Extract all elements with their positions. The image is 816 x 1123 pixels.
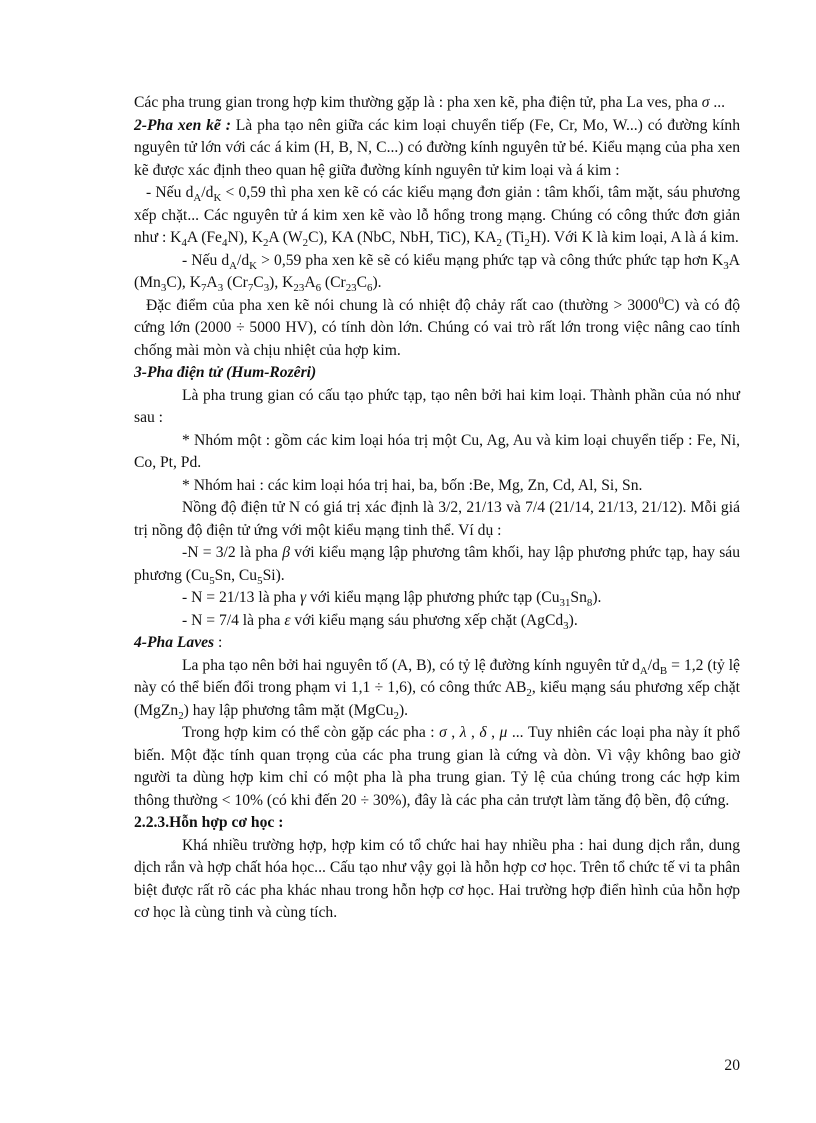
paragraph-4: Đặc điểm của pha xen kẽ nói chung là có nhiệt độ chảy rất cao (thường > $3000^0C$) và có độ cứng lớn (2000 ÷ 5000 HV), có tính dòn lớn. Chúng có vai trò rất lớn trong việc nâng cao tính chống mài mòn và chịu nhiệt của hợp kim.: [134, 294, 740, 359]
paragraph-1: 2-Pha xen kẽ : Là pha tạo nên giữa các kim loại chuyển tiếp (Fe, Cr, Mo, W...) có đường kính nguyên tử lớn với các á kim (H, B, N, C...) có đường kính nguyên tử bé. Kiểu mạng của pha xen kẽ được xác định theo quan hệ giữa đường kính nguyên tử kim loại và á kim :: [134, 116, 740, 179]
paragraph-12: - N = 7/4 là pha ε với kiểu mạng sáu phương xếp chặt (AgCd$_3$).: [182, 611, 578, 632]
paragraph-14: La pha tạo nên bởi hai nguyên tố (A, B), có tỷ lệ đường kính nguyên tử $d_A/d_B = 1,2$ (tỷ lệ này có thể biến đổi trong phạm vi 1,1 ÷ 1,6), có công thức $AB_2$, kiểu mạng sáu phương xếp chặt (MgZn$_2$) hay lập phương tâm mặt (MgCu$_2$).: [134, 656, 740, 722]
paragraph-8: * Nhóm hai : các kim loại hóa trị hai, ba, bốn :Be, Mg, Zn, Cd, Al, Si, Sn.: [182, 476, 643, 494]
paragraph-2: - Nếu $d_A/d_K < 0,59$ thì pha xen kẽ có các kiểu mạng đơn giản : tâm khối, tâm mặt, sáu phương xếp chặt... Các nguyên tử á kim xen kẽ vào lỗ hổng trong mạng. Chúng có công thức đơn giản như : $K_4A$ $(Fe_4N)$, $K_2A$ $(W_2C)$, KA (NbC, NbH, TiC), $KA_2$ $(Ti_2H)$. Với K là kim loại, A là á kim.: [134, 184, 740, 250]
paragraph-16: 2.2.3.Hỗn hợp cơ học :: [134, 814, 284, 831]
paragraph-11: - N = 21/13 là pha γ với kiểu mạng lập phương phức tạp $(Cu_{31}Sn_8)$.: [182, 589, 602, 610]
paragraph-6: Là pha trung gian có cấu tạo phức tạp, tạo nên bởi hai kim loại. Thành phần của nó như sau :: [134, 386, 740, 426]
paragraph-10: -N = 3/2 là pha β với kiểu mạng lập phương tâm khối, hay lập phương phức tạp, hay sáu phương ($Cu_5Sn$, $Cu_5Si$).: [134, 544, 741, 587]
paragraph-3: - Nếu $d_A/d_K > 0,59$ pha xen kẽ sẽ có kiểu mạng phức tạp và công thức phức tạp hơn $K_3A$ $(Mn_3C)$, $K_7A_3$ $(Cr_7C_3)$, $K_{23}A_6$ $(Cr_{23}C_6)$.: [134, 251, 740, 295]
paragraph-13: 4-Pha Laves :: [134, 634, 223, 651]
paragraph-9: Nồng độ điện tử N có giá trị xác định là 3/2, 21/13 và 7/4 (21/14, 21/13, 21/12). Mỗi giá trị nồng độ điện tử ứng với một kiểu mạng tinh thể. Ví dụ :: [134, 499, 740, 539]
paragraph-5: 3-Pha điện tử (Hum-Rozêri): [134, 364, 317, 381]
page-number: 20: [724, 1057, 740, 1074]
paragraph-17: Khá nhiều trường hợp, hợp kim có tổ chức hai hay nhiều pha : hai dung dịch rắn, dung dịch rắn và hợp chất hóa học... Cấu tạo như vậy gọi là hỗn hợp cơ học. Trên tổ chức tế vi ta phân biệt được rất rõ các pha khác nhau trong hỗn hợp cơ học. Hai trường hợp điển hình của hỗn hợp cơ học là cùng tinh và cùng tích.: [134, 836, 740, 921]
paragraph-7: * Nhóm một : gồm các kim loại hóa trị một Cu, Ag, Au và kim loại chuyển tiếp : Fe, Ni, Co, Pt, Pd.: [134, 431, 740, 471]
paragraph-15: Trong hợp kim có thể còn gặp các pha : σ , λ , δ , μ ... Tuy nhiên các loại pha này ít phổ biến. Một đặc tính quan trọng của các pha trung gian là cứng và dòn. Vì vậy không bao giờ người ta dùng hợp kim chỉ có một pha là pha trung gian. Tỷ lệ của chúng trong các hợp kim thông thường < 10% (có khi đến 20 ÷ 30%), đây là các pha cản trượt làm tăng độ bền, độ cứng.: [134, 724, 740, 809]
paragraph-0: Các pha trung gian trong hợp kim thường gặp là : pha xen kẽ, pha điện tử, pha La ves, pha σ ...: [134, 94, 726, 111]
page-body: [134, 92, 740, 925]
